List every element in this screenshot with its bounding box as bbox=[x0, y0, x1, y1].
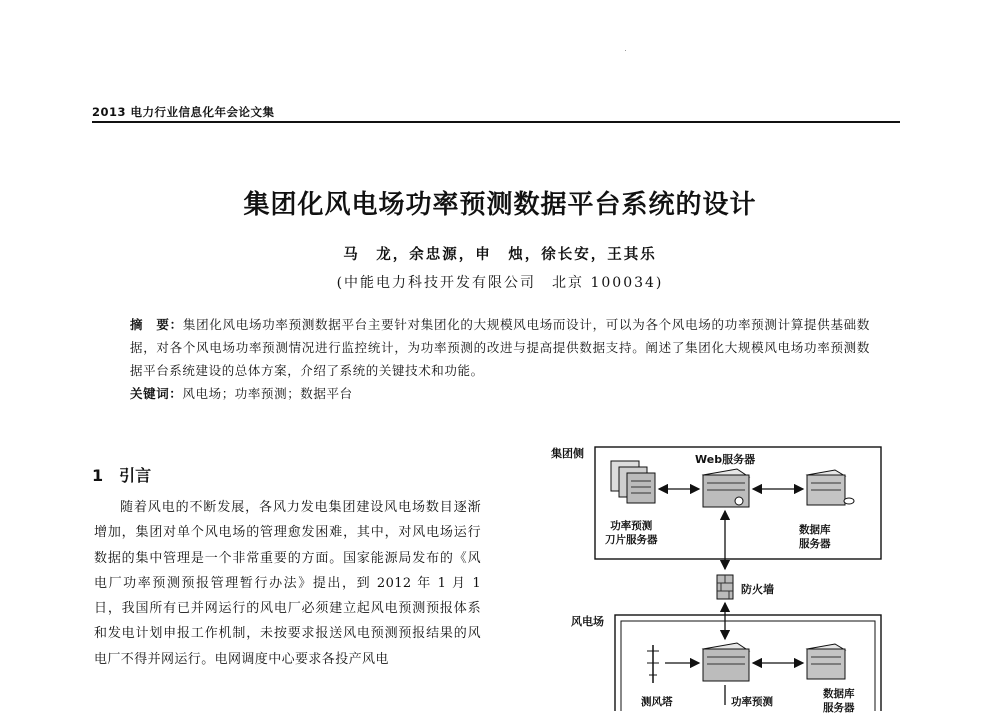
farm-db-label: 数据库 服务器 bbox=[823, 688, 855, 714]
abstract-label: 摘 要： bbox=[130, 317, 183, 332]
farm-forecast-label: 功率预测 bbox=[731, 696, 773, 708]
firewall-icon bbox=[717, 575, 733, 599]
architecture-diagram bbox=[545, 443, 885, 711]
keywords-text: 风电场；功率预测；数据平台 bbox=[182, 386, 353, 401]
blade-server-label: 功率预测 刀片服务器 bbox=[605, 520, 658, 546]
architecture-figure bbox=[545, 443, 885, 714]
section-number: 1 bbox=[92, 466, 104, 485]
section-body bbox=[94, 495, 481, 672]
blade-server-icon bbox=[611, 461, 655, 503]
farm-database-icon bbox=[807, 644, 845, 679]
section-title: 引言 bbox=[119, 466, 152, 485]
database-server-icon bbox=[807, 470, 854, 505]
paper-title: 集团化风电场功率预测数据平台系统的设计 bbox=[243, 190, 757, 220]
header-rule bbox=[92, 121, 900, 123]
web-server-icon bbox=[703, 469, 749, 507]
mast-label: 测风塔 bbox=[641, 696, 673, 708]
keywords bbox=[130, 384, 353, 402]
keywords-label: 关键词： bbox=[130, 386, 183, 401]
paper-affiliation: (中能电力科技开发有限公司 北京 100034) bbox=[336, 275, 664, 291]
body-paragraph: 随着风电的不断发展，各风力发电集团建设风电场数目逐渐增加，集团对单个风电场的管理愈发困难，其中，对风电场运行数据的集中管理是一个非常重要的方面。国家能源局发布的《风电厂功率预测预报管理暂行办法》提出，到 2012 年 1 月 1 日，我国所有已并网运行的风电厂必须建立起风电预测预报体系和发电计划申报工作机制，未按要求报送风电预测预报结果的风电厂不得并网运行。电网调度中心要求各投产风电 bbox=[94, 500, 481, 667]
group-side-label: 集团侧 bbox=[551, 447, 584, 460]
farm-forecast-server-icon bbox=[703, 643, 749, 681]
paper-authors: 马 龙，余忠源，申 烛，徐长安，王其乐 bbox=[343, 246, 657, 263]
section-heading bbox=[92, 463, 151, 486]
wind-mast-icon bbox=[647, 645, 659, 683]
scan-speck bbox=[625, 50, 626, 51]
farm-side-label: 风电场 bbox=[571, 615, 604, 628]
web-server-label: Web服务器 bbox=[695, 453, 756, 466]
db-server-label: 数据库 服务器 bbox=[799, 524, 831, 550]
abstract bbox=[130, 313, 870, 382]
abstract-text: 集团化风电场功率预测数据平台主要针对集团化的大规模风电场而设计，可以为各个风电场的功率预测计算提供基础数据，对各个风电场功率预测情况进行监控统计，为功率预测的改进与提高提供数据支持。阐述了集团化大规模风电场功率预测数据平台系统建设的总体方案，介绍了系统的关键技术和功能。 bbox=[130, 317, 871, 378]
running-header: 2013 电力行业信息化年会论文集 bbox=[92, 105, 275, 119]
firewall-label: 防火墙 bbox=[741, 583, 774, 596]
